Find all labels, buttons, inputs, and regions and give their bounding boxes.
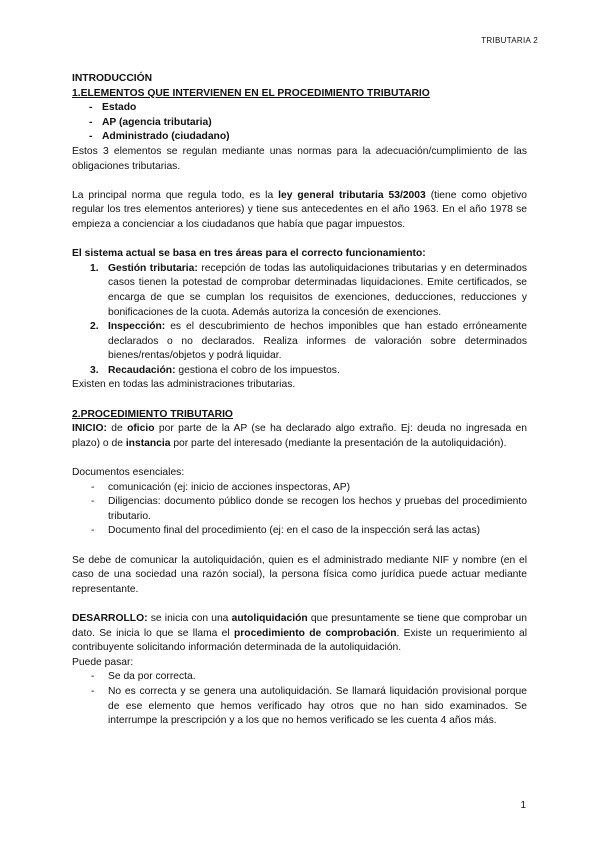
inicio-label: INICIO: (72, 423, 107, 435)
text-span: por parte de la AP (se ha declarado algo extraño. Ej: deuda no ingresada en plazo) o de (72, 423, 527, 449)
area-title: Gestión tributaria: (108, 262, 198, 274)
text-span: (tiene como objetivo regular los tres elementos anteriores) y tiene sus antecedentes en el año 1963. En el año 1978 se empieza a concienciar a los ciudadanos que había que pagar impuestos. (72, 189, 528, 230)
area-text: gestiona el cobro de los impuestos. (175, 364, 340, 376)
list-item: - No es correcta y se genera una autoliquidación. Se llamará liquidación provisional porque de ese elemento que hemos verificado hay otros que no han sido examinados. Se interrumpe la prescripción y a los que no hemos verificado se les cuenta 4 años más. (72, 685, 527, 729)
area-item (72, 364, 527, 379)
desarrollo-label: DESARROLLO: (72, 612, 148, 624)
list-item: - Estado (72, 101, 527, 116)
area-number: 1. (90, 262, 99, 274)
area-number: 3. (90, 364, 99, 376)
can-happen-label: Puede pasar: (72, 656, 134, 668)
paragraph-desarrollo (72, 612, 527, 656)
elements-list (72, 101, 527, 145)
intro-heading: INTRODUCCIÓN (72, 73, 153, 84)
docs-heading: Documentos esenciales: (72, 467, 185, 479)
oficio-term: oficio (127, 423, 155, 435)
list-item: - Documento final del procedimiento (ej: en el caso de la inspección será las actas) (72, 524, 527, 539)
paragraph-inicio (72, 422, 527, 451)
autoliquidacion-term: autoliquidación (231, 612, 308, 624)
law-name: ley general tributaria 53/2003 (278, 189, 426, 201)
docs-list (72, 481, 527, 539)
section1-title: 1.ELEMENTOS QUE INTERVIENEN EN EL PROCEDIMIENTO TRIBUTARIO (72, 87, 430, 99)
list-item: - Diligencias: documento público donde se recogen los hechos y pruebas del procedimiento tributario. (72, 495, 527, 524)
areas-footer: Existen en todas las administraciones tributarias. (72, 379, 296, 391)
text-span: por parte del interesado (mediante la presentación de la autoliquidación). (170, 437, 507, 449)
list-item: - AP (agencia tributaria) (72, 116, 527, 131)
area-text: recepción de todas las autoliquidaciones tributarias y en determinados casos tienen la potestad de comprobar determinadas liquidaciones. Emite certificados, se encarga de que se cumplan los requisitos de exenciones, deducciones, reducciones y bonificaciones de la cuota. Además autoriza la concesión de exenciones. (108, 262, 527, 318)
section2-title: 2.PROCEDIMIENTO TRIBUTARIO (72, 408, 233, 420)
procedimiento-term: procedimiento de comprobación (234, 627, 397, 639)
area-text: es el descubrimiento de hechos imponibles que han estado erróneamente declarados o no declarados. Realiza informes de valoración sobre determinados bienes/rentas/objetos y podrá liquidar. (108, 321, 527, 362)
text-span: La principal norma que regula todo, es la (72, 189, 279, 201)
area-item (72, 320, 527, 364)
area-title: Inspección: (108, 321, 166, 333)
outcomes-list (72, 670, 527, 728)
areas-heading: El sistema actual se basa en tres áreas para el correcto funcionamiento: (72, 248, 426, 260)
area-title: Recaudación: (108, 364, 176, 376)
area-number: 2. (90, 321, 99, 333)
paragraph-communicate: Se debe de comunicar la autoliquidación, quien es el administrado mediante NIF y nombre (en el caso de una sociedad una razón social), la persona física como jurídica puede actuar mediante representante. (72, 554, 527, 595)
paragraph-elements: Estos 3 elementos se regulan mediante unas normas para la adecuación/cumplimiento de las obligaciones tributarias. (72, 145, 527, 172)
text-span: que presuntamente se tiene que comprobar un dato. Se inicia lo que se llama el (72, 612, 527, 639)
text-span: . Existe un requerimiento al contribuyente solicitando información determinada de la autoliquidación. (72, 627, 527, 654)
area-item (72, 262, 527, 320)
list-item: - Se da por correcta. (72, 670, 527, 685)
list-item: - Administrado (ciudadano) (72, 130, 527, 145)
text-span: se inicia con una (147, 612, 232, 624)
instancia-term: instancia (125, 437, 171, 449)
paragraph-law (72, 189, 527, 233)
list-item: - comunicación (ej: inicio de acciones inspectoras, AP) (72, 481, 527, 496)
running-header: TRIBUTARIA 2 (481, 36, 538, 45)
page-number: 1 (520, 800, 526, 811)
text-span: de (106, 423, 128, 435)
areas-list (72, 262, 527, 379)
document-body (72, 72, 527, 729)
